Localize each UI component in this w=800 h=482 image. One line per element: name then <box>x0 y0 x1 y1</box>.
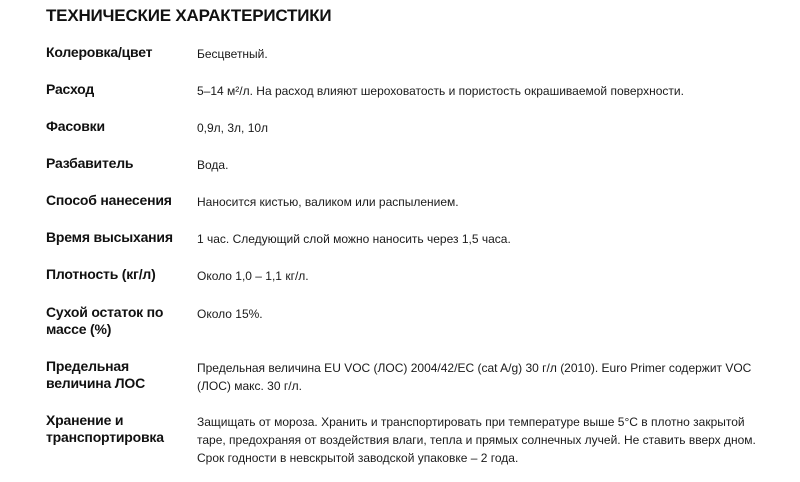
spec-value: Около 1,0 – 1,1 кг/л. <box>197 269 309 283</box>
spec-label: Сухой остаток по массе (%) <box>46 304 164 337</box>
spec-value: Наносится кистью, валиком или распылением. <box>197 195 459 209</box>
spec-value: 1 час. Следующий слой можно наносить через 1,5 часа. <box>197 232 511 246</box>
spec-label: Предельная величина ЛОС <box>46 358 145 391</box>
spec-value: Вода. <box>197 158 229 172</box>
spec-label: Плотность (кг/л) <box>46 266 156 282</box>
spec-label: Колеровка/цвет <box>46 44 153 60</box>
spec-value: Бесцветный. <box>197 47 268 61</box>
spec-label: Расход <box>46 81 95 97</box>
spec-label: Хранение и транспортировка <box>46 412 164 445</box>
spec-label: Время высыхания <box>46 229 173 245</box>
spec-label: Фасовки <box>46 118 105 134</box>
spec-label: Разбавитель <box>46 155 134 171</box>
spec-value: Предельная величина EU VOC (ЛОС) 2004/42/EC (cat A/g) 30 г/л (2010). Euro Primer содержит VOC (ЛОС) макс. 30 г/л. <box>197 361 752 393</box>
spec-value: 5–14 м²/л. На расход влияют шероховатость и пористость окрашиваемой поверхности. <box>197 84 684 98</box>
spec-label: Способ нанесения <box>46 192 172 208</box>
section-title: ТЕХНИЧЕСКИЕ ХАРАКТЕРИСТИКИ <box>46 6 332 25</box>
spec-value: Защищать от мороза. Хранить и транспортировать при температуре выше 5°C в плотно закрытой таре, предохраняя от воздействия влаги, тепла и прямых солнечных лучей. Не ставить вверх дном. Срок годности в невскрытой заводской упаковке – 2 года. <box>197 415 756 465</box>
spec-value: 0,9л, 3л, 10л <box>197 121 269 135</box>
spec-value: Около 15%. <box>197 307 263 321</box>
